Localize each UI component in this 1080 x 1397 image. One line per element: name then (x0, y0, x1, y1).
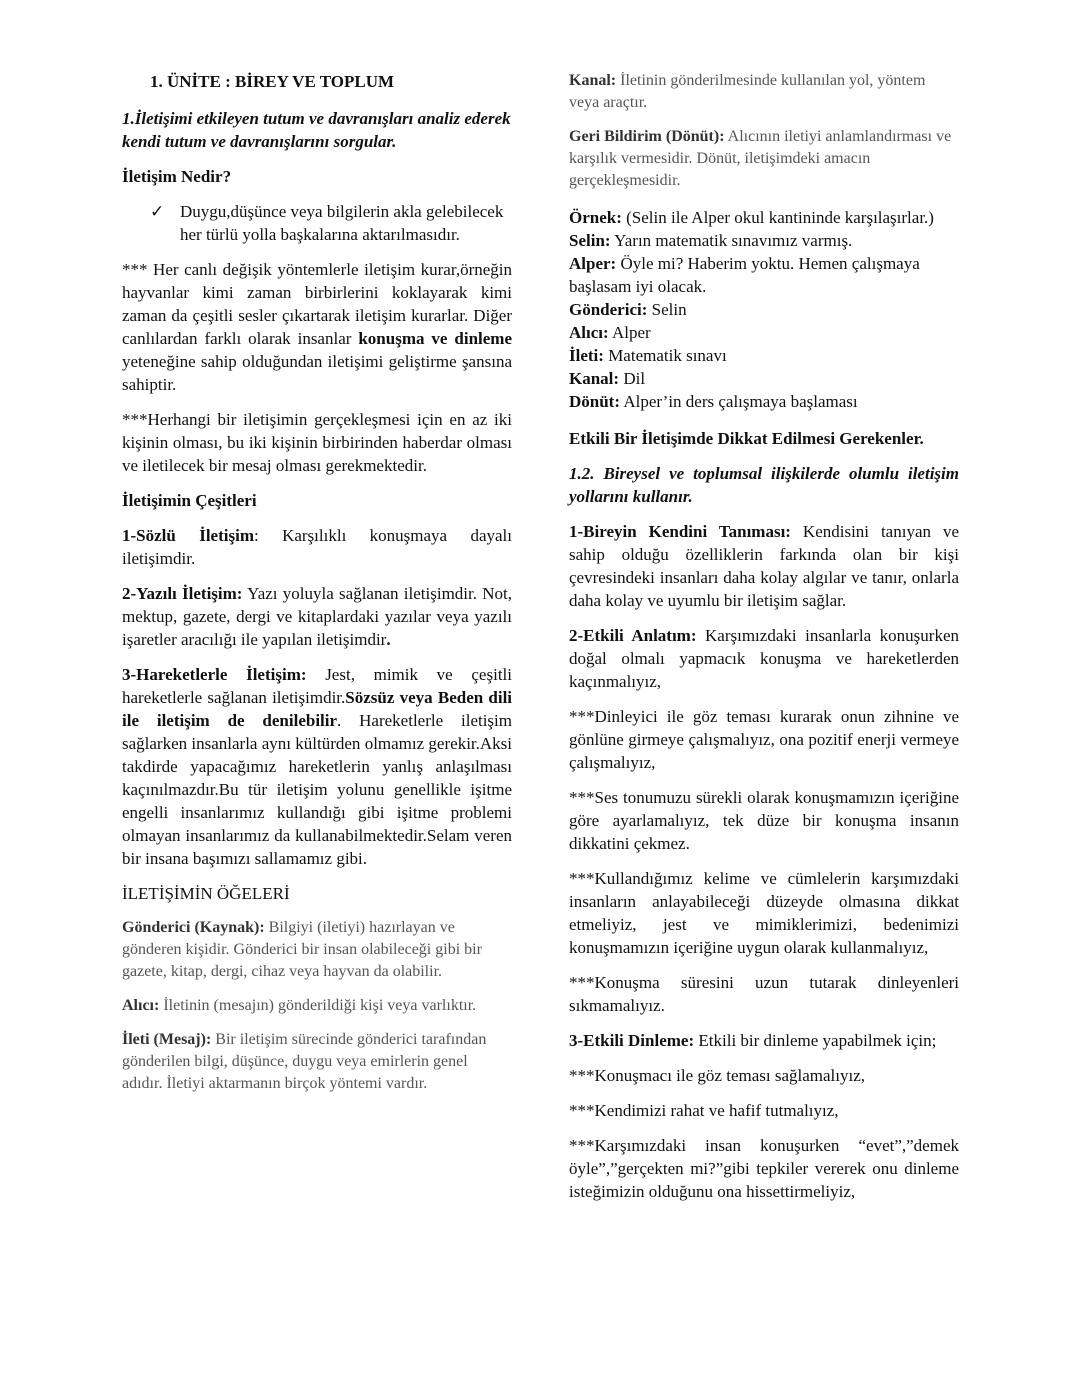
paragraph (569, 624, 959, 693)
text-run: ***Karşımızdaki insan konuşurken “evet”,”demek öyle”,”gerçekten mi?”gibi tepkiler vererek onu dinleme isteğimizin olduğunu ona hissettirmeliyiz, (569, 1136, 959, 1201)
bold-text: Geri Bildirim (Dönüt): (569, 128, 725, 145)
paragraph (122, 1029, 512, 1095)
bold-text: Alıcı: (569, 323, 609, 342)
text-run: ***Kendimizi rahat ve hafif tutmalıyız, (569, 1101, 839, 1120)
paragraph (569, 229, 959, 252)
text-run: ***Dinleyici ile göz teması kurarak onun zihnine ve gönlüne girmeye çalışmalıyız, ona pozitif enerji vermeye çalışmalıyız, (569, 707, 959, 772)
text-run: Bilgiyi (iletiyi) hazırlayan ve gönderen kişidir. Gönderici bir insan olabileceği gibi bir gazete, kitap, dergi, cihaz veya hayvan da olabilir. (122, 919, 482, 980)
text-run: 1. ÜNİTE : BİREY VE TOPLUM (150, 72, 395, 91)
paragraph (569, 70, 959, 114)
paragraph (569, 1134, 959, 1203)
paragraph (122, 663, 512, 870)
paragraph (569, 321, 959, 344)
text-run: İletinin (mesajın) gönderildiği kişi veya varlıktır. (159, 997, 477, 1014)
text-run: ***Ses tonumuzu sürekli olarak konuşmamızın içeriğine göre ayarlamalıyız, tek düze bir konuşma insanın dikkatini çekmez. (569, 788, 959, 853)
text-run: Yarın matematik sınavımız varmış. (610, 231, 853, 250)
text-run: yeteneğine sahip olduğundan iletişimi geliştirme şansına sahiptir. (122, 352, 512, 394)
text-run: Dil (619, 369, 646, 388)
text-run: Etkili bir dinleme yapabilmek için; (694, 1031, 937, 1050)
paragraph (569, 206, 959, 229)
paragraph (569, 367, 959, 390)
paragraph (569, 390, 959, 413)
checkmark-icon: ✓ (150, 202, 165, 221)
text-run: Etkili Bir İletişimde Dikkat Edilmesi Gerekenler. (569, 429, 924, 448)
paragraph (122, 70, 512, 93)
text-run: ***Herhangi bir iletişimin gerçekleşmesi için en az iki kişinin olması, bu iki kişinin birbirinden haberdar olması ve iletilecek bir mesaj olması gerekmektedir. (122, 410, 512, 475)
paragraph (569, 867, 959, 959)
text-run: . Hareketlerle iletişim sağlarken insanlarla aynı kültürden olmamız gerekir.Aksi takdirde yapacağımız hareketlerin yanlış anlaşılması kaçınılmazdır.Bu tür iletişim yolunu genellikle işitme engelli insanlarımız kullandığı gibi işitme problemi olmayan insanlarımız da kullanabilmektedir.Selam veren bir insana başımızı sallamamız gibi. (122, 711, 512, 868)
paragraph (569, 126, 959, 192)
text-run: Duygu,düşünce veya bilgilerin akla gelebilecek her türlü yolla başkalarına aktarılmasıdır. (180, 202, 504, 244)
paragraph (569, 1029, 959, 1052)
left-column (122, 70, 512, 1107)
text-run: İletinin gönderilmesinde kullanılan yol, yöntem veya araçtır. (569, 72, 926, 111)
text-run: İLETİŞİMİN ÖĞELERİ (122, 884, 290, 903)
text-run: Selin (647, 300, 687, 319)
bold-text: Alper: (569, 254, 617, 273)
right-column (569, 70, 959, 1215)
paragraph (569, 344, 959, 367)
text-run: ***Konuşma süresini uzun tutarak dinleyenleri sıkmamalıyız. (569, 973, 959, 1015)
text-run: *** Her canlı değişik yöntemlerle iletişim kurar,örneğin hayvanlar kimi zaman birbirlerini koklayarak kimi zaman da çeşitli sesler çıkartarak iletişim kurarlar. Diğer canlılardan farklı olarak insanlar (122, 260, 512, 348)
bold-text: Sözsüz veya Beden dili ile iletişim de denilebilir (122, 688, 513, 730)
bold-text: Kanal: (569, 72, 617, 89)
bold-text: 3-Hareketlerle İletişim: (122, 665, 307, 684)
text-run: 1.2. Bireysel ve toplumsal ilişkilerde olumlu iletişim yollarını kullanır. (569, 464, 959, 506)
text-run: : Karşılıklı konuşmaya dayalı iletişimdir. (122, 526, 513, 568)
paragraph (569, 786, 959, 855)
paragraph (122, 917, 512, 983)
bold-text: İleti: (569, 346, 604, 365)
text-run: İletişim Nedir? (122, 167, 232, 186)
text-run: ***Kullandığımız kelime ve cümlelerin karşımızdaki insanların anlayabileceği düzeyde olmasına dikkat etmeliyiz, jest ve mimiklerimizi, bedenimizi konuşmamızın içeriğine uygun olarak kullanmalıyız, (569, 869, 959, 957)
paragraph (569, 971, 959, 1017)
bold-text: Alıcı: (122, 997, 160, 1014)
paragraph (122, 489, 512, 512)
text-run: Jest, mimik ve çeşitli hareketlerle sağlanan iletişimdir. (122, 665, 512, 707)
bold-text: Gönderici (Kaynak): (122, 919, 265, 936)
paragraph (569, 298, 959, 321)
text-run: 1.İletişimi etkileyen tutum ve davranışları analiz ederek kendi tutum ve davranışlarını sorgular. (122, 109, 511, 151)
paragraph (122, 582, 512, 651)
paragraph (569, 520, 959, 612)
paragraph (569, 462, 959, 508)
text-run: Bir iletişim sürecinde gönderici tarafından gönderilen bilgi, düşünce, duygu veya emirlerin genel adıdır. İletiyi aktarmanın birçok yöntemi vardır. (122, 1031, 487, 1092)
bold-text: Selin: (569, 231, 611, 250)
bold-text: Dönüt: (569, 392, 621, 411)
paragraph (122, 107, 512, 153)
bold-text: Örnek: (569, 208, 622, 227)
text-run: ***Konuşmacı ile göz teması sağlamalıyız, (569, 1066, 866, 1085)
paragraph (569, 1099, 959, 1122)
bold-text: 2-Yazılı İletişim: (122, 584, 243, 603)
paragraph (122, 408, 512, 477)
bold-text: 2-Etkili Anlatım: (569, 626, 697, 645)
text-run: Kendisini tanıyan ve sahip olduğu özelliklerin farkında olan bir kişi çevresindeki insanları daha kolay algılar ve tanır, onlarla daha kolay ve uyumlu bir iletişim sağlar. (569, 522, 959, 610)
bold-text: Kanal: (569, 369, 620, 388)
bold-text: Gönderici: (569, 300, 648, 319)
bold-text: 1-Sözlü İletişim (122, 526, 254, 545)
paragraph (122, 995, 512, 1017)
paragraph (569, 1064, 959, 1087)
paragraph (569, 427, 959, 450)
text-run: Yazı yoluyla sağlanan iletişimdir. Not, mektup, gazete, dergi ve kitaplardaki yazılar veya yazılı işaretler aracılığı ile yapılan iletişimdir (122, 584, 513, 649)
paragraph (122, 258, 512, 396)
text-run: Alıcının iletiyi anlamlandırması ve karşılık vermesidir. Dönüt, iletişimdeki amacın gerçekleşmesidir. (569, 128, 952, 189)
paragraph (569, 252, 959, 298)
text-run: İletişimin Çeşitleri (122, 491, 257, 510)
text-run: Karşımızdaki insanlarla konuşurken doğal olmalı yapmacık konuşma ve hareketlerden kaçınmalıyız, (569, 626, 959, 691)
text-run: Öyle mi? Haberim yoktu. Hemen çalışmaya başlasam iyi olacak. (569, 254, 920, 296)
bold-text: İleti (Mesaj): (122, 1031, 212, 1048)
bold-text: 1-Bireyin Kendini Tanıması: (569, 522, 791, 541)
paragraph (122, 200, 512, 246)
bold-text: 3-Etkili Dinleme: (569, 1031, 695, 1050)
text-run: (Selin ile Alper okul kantininde karşılaşırlar.) (621, 208, 934, 227)
paragraph (569, 705, 959, 774)
text-run: Alper’in ders çalışmaya başlaması (620, 392, 858, 411)
text-run: Matematik sınavı (603, 346, 727, 365)
bold-text: . (386, 630, 391, 649)
paragraph (122, 524, 512, 570)
paragraph (122, 165, 512, 188)
text-run: Alper (608, 323, 651, 342)
paragraph (122, 882, 512, 905)
bold-text: konuşma ve dinleme (358, 329, 512, 348)
bullet-text (180, 200, 512, 246)
